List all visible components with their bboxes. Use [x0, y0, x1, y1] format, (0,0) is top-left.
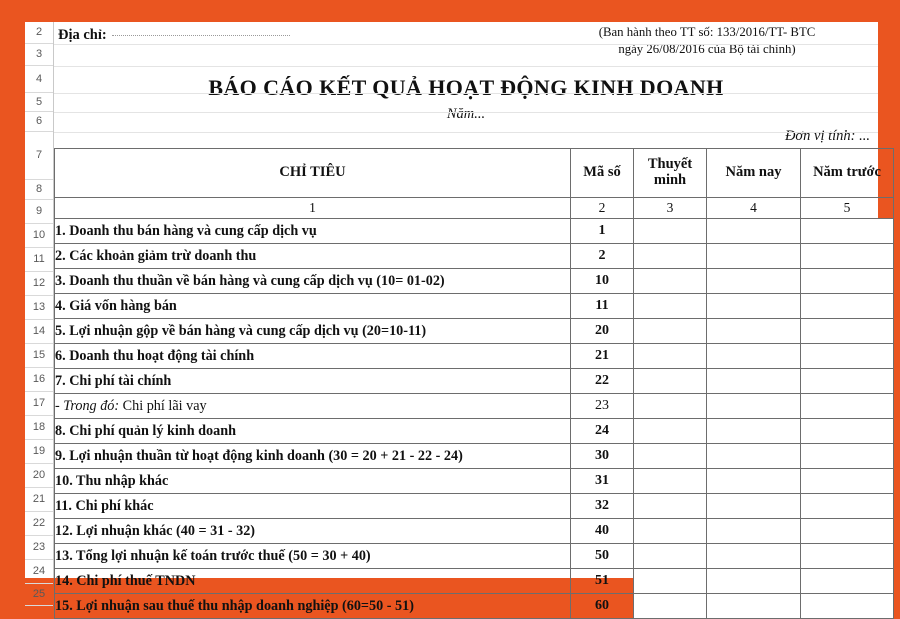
row-current-year-cell[interactable] — [707, 569, 801, 594]
row-number-cell[interactable]: 21 — [25, 488, 53, 512]
row-number-cell[interactable]: 22 — [25, 512, 53, 536]
row-indicator-cell[interactable]: 2. Các khoản giảm trừ doanh thu — [55, 244, 571, 269]
row-number-cell[interactable]: 7 — [25, 132, 53, 180]
row-note-cell[interactable] — [634, 594, 707, 619]
row-current-year-cell[interactable] — [707, 394, 801, 419]
row-current-year-cell[interactable] — [707, 219, 801, 244]
row-note-cell[interactable] — [634, 219, 707, 244]
row-previous-year-cell[interactable] — [801, 369, 894, 394]
row-number-cell[interactable]: 2 — [25, 22, 53, 44]
row-previous-year-cell[interactable] — [801, 294, 894, 319]
address-row — [58, 27, 358, 44]
row-note-cell[interactable] — [634, 394, 707, 419]
row-note-cell[interactable] — [634, 544, 707, 569]
row-indicator-cell[interactable]: 5. Lợi nhuận gộp về bán hàng và cung cấp dịch vụ (20=10-11) — [55, 319, 571, 344]
sheet-grid-line — [54, 112, 878, 113]
row-number-cell[interactable]: 4 — [25, 66, 53, 93]
row-number-gutter — [25, 22, 54, 600]
sheet-grid-line — [54, 132, 878, 133]
row-indicator-cell[interactable]: 7. Chi phí tài chính — [55, 369, 571, 394]
row-code-cell[interactable]: 30 — [571, 444, 634, 469]
row-number-cell[interactable]: 15 — [25, 344, 53, 368]
row-code-cell[interactable]: 20 — [571, 319, 634, 344]
row-indicator-cell[interactable]: 1. Doanh thu bán hàng và cung cấp dịch vụ — [55, 219, 571, 244]
row-current-year-cell[interactable] — [707, 319, 801, 344]
header-code: Mã số — [571, 149, 634, 198]
table-row — [55, 419, 894, 444]
row-note-cell[interactable] — [634, 494, 707, 519]
table-row — [55, 569, 894, 594]
row-indicator-cell[interactable]: 8. Chi phí quản lý kinh doanh — [55, 419, 571, 444]
address-label: Địa chỉ: — [58, 27, 107, 43]
row-current-year-cell[interactable] — [707, 419, 801, 444]
row-previous-year-cell[interactable] — [801, 269, 894, 294]
document-title: BÁO CÁO KẾT QUẢ HOẠT ĐỘNG KINH DOANH — [208, 75, 724, 100]
column-number-row — [55, 198, 894, 219]
header-indicator: CHỈ TIÊU — [55, 149, 571, 198]
row-previous-year-cell[interactable] — [801, 444, 894, 469]
row-code-cell[interactable]: 40 — [571, 519, 634, 544]
header-note: Thuyết minh — [634, 149, 707, 198]
table-row — [55, 394, 894, 419]
row-code-cell[interactable]: 60 — [571, 594, 634, 619]
row-number-cell[interactable]: 12 — [25, 272, 53, 296]
row-previous-year-cell[interactable] — [801, 419, 894, 444]
column-number-2: 2 — [571, 198, 634, 219]
row-previous-year-cell[interactable] — [801, 519, 894, 544]
row-current-year-cell[interactable] — [707, 369, 801, 394]
table-row — [55, 319, 894, 344]
table-row — [55, 244, 894, 269]
row-indicator-cell[interactable]: 6. Doanh thu hoạt động tài chính — [55, 344, 571, 369]
row-indicator-cell[interactable]: 11. Chi phí khác — [55, 494, 571, 519]
row-code-cell[interactable]: 2 — [571, 244, 634, 269]
row-note-cell[interactable] — [634, 569, 707, 594]
row-previous-year-cell[interactable] — [801, 594, 894, 619]
row-indicator-cell[interactable]: 13. Tổng lợi nhuận kế toán trước thuế (50 = 30 + 40) — [55, 544, 571, 569]
column-number-5: 5 — [801, 198, 894, 219]
table-row — [55, 344, 894, 369]
row-number-cell[interactable]: 19 — [25, 440, 53, 464]
row-code-cell[interactable]: 23 — [571, 394, 634, 419]
row-code-cell[interactable]: 11 — [571, 294, 634, 319]
row-number-cell[interactable]: 18 — [25, 416, 53, 440]
row-previous-year-cell[interactable] — [801, 319, 894, 344]
row-number-cell[interactable]: 17 — [25, 392, 53, 416]
row-note-cell[interactable] — [634, 319, 707, 344]
row-current-year-cell[interactable] — [707, 444, 801, 469]
row-previous-year-cell[interactable] — [801, 244, 894, 269]
row-code-cell[interactable]: 51 — [571, 569, 634, 594]
table-row — [55, 219, 894, 244]
row-previous-year-cell[interactable] — [801, 469, 894, 494]
row-number-cell[interactable]: 20 — [25, 464, 53, 488]
table-row — [55, 544, 894, 569]
document-year-label: Năm... — [446, 106, 486, 122]
row-number-cell[interactable]: 14 — [25, 320, 53, 344]
row-previous-year-cell[interactable] — [801, 569, 894, 594]
column-number-3: 3 — [634, 198, 707, 219]
row-indicator-cell[interactable]: 4. Giá vốn hàng bán — [55, 294, 571, 319]
row-previous-year-cell[interactable] — [801, 494, 894, 519]
row-number-cell[interactable]: 23 — [25, 536, 53, 560]
table-row — [55, 594, 894, 619]
issuer-note-line2: ngày 26/08/2016 của Bộ tài chính) — [618, 42, 796, 57]
row-code-cell[interactable]: 50 — [571, 544, 634, 569]
spreadsheet-canvas — [25, 22, 881, 614]
row-current-year-cell[interactable] — [707, 294, 801, 319]
table-row — [55, 494, 894, 519]
row-number-cell[interactable]: 10 — [25, 224, 53, 248]
row-code-cell[interactable]: 31 — [571, 469, 634, 494]
row-current-year-cell[interactable] — [707, 469, 801, 494]
row-note-cell[interactable] — [634, 444, 707, 469]
row-previous-year-cell[interactable] — [801, 219, 894, 244]
issuer-note — [542, 24, 872, 59]
row-code-cell[interactable]: 1 — [571, 219, 634, 244]
address-dotted-line — [112, 35, 290, 36]
row-code-cell[interactable]: 22 — [571, 369, 634, 394]
table-row — [55, 444, 894, 469]
row-indicator-cell[interactable]: - Trong đó: Chi phí lãi vay — [55, 394, 571, 419]
row-note-cell[interactable] — [634, 344, 707, 369]
column-number-4: 4 — [707, 198, 801, 219]
row-indicator-cell[interactable]: 10. Thu nhập khác — [55, 469, 571, 494]
table-row — [55, 294, 894, 319]
header-previous-year: Năm trước — [801, 149, 894, 198]
row-current-year-cell[interactable] — [707, 519, 801, 544]
row-indicator-cell[interactable]: 15. Lợi nhuận sau thuế thu nhập doanh nghiệp (60=50 - 51) — [55, 594, 571, 619]
sheet-grid-line — [54, 66, 878, 67]
row-number-cell[interactable]: 13 — [25, 296, 53, 320]
row-indicator-prefix: - Trong đó: — [55, 397, 120, 414]
table-row — [55, 519, 894, 544]
row-note-cell[interactable] — [634, 269, 707, 294]
row-note-cell[interactable] — [634, 519, 707, 544]
row-previous-year-cell[interactable] — [801, 344, 894, 369]
row-indicator-cell[interactable]: 12. Lợi nhuận khác (40 = 31 - 32) — [55, 519, 571, 544]
sheet-content — [54, 22, 881, 614]
column-number-1: 1 — [55, 198, 571, 219]
row-number-cell[interactable]: 9 — [25, 200, 53, 224]
table-row — [55, 369, 894, 394]
row-indicator-cell[interactable]: 14. Chi phí thuế TNDN — [55, 569, 571, 594]
row-current-year-cell[interactable] — [707, 544, 801, 569]
row-current-year-cell[interactable] — [707, 594, 801, 619]
row-number-cell[interactable]: 25 — [25, 584, 53, 606]
document-unit-label: Đơn vị tính: ... — [784, 128, 870, 144]
row-note-cell[interactable] — [634, 419, 707, 444]
row-current-year-cell[interactable] — [707, 269, 801, 294]
row-code-cell[interactable]: 21 — [571, 344, 634, 369]
sheet-grid-line — [54, 93, 878, 94]
row-current-year-cell[interactable] — [707, 244, 801, 269]
row-previous-year-cell[interactable] — [801, 394, 894, 419]
row-number-cell[interactable]: 11 — [25, 248, 53, 272]
table-row — [55, 269, 894, 294]
row-code-cell[interactable]: 10 — [571, 269, 634, 294]
row-number-cell[interactable]: 3 — [25, 44, 53, 66]
row-code-cell[interactable]: 24 — [571, 419, 634, 444]
table-body — [55, 219, 894, 619]
row-current-year-cell[interactable] — [707, 344, 801, 369]
row-number-cell[interactable]: 8 — [25, 180, 53, 200]
row-note-cell[interactable] — [634, 469, 707, 494]
row-code-cell[interactable]: 32 — [571, 494, 634, 519]
row-number-cell[interactable]: 6 — [25, 112, 53, 132]
sheet-grid-line — [54, 44, 878, 45]
row-note-cell[interactable] — [634, 294, 707, 319]
row-previous-year-cell[interactable] — [801, 544, 894, 569]
income-statement-table — [54, 148, 894, 619]
row-indicator-cell[interactable]: 3. Doanh thu thuần về bán hàng và cung cấp dịch vụ (10= 01-02) — [55, 269, 571, 294]
row-note-cell[interactable] — [634, 244, 707, 269]
issuer-note-line1: (Ban hành theo TT số: 133/2016/TT- BTC — [598, 25, 816, 39]
table-row — [55, 469, 894, 494]
row-note-cell[interactable] — [634, 369, 707, 394]
table-header-row — [55, 149, 894, 198]
header-current-year: Năm nay — [707, 149, 801, 198]
row-number-cell[interactable]: 16 — [25, 368, 53, 392]
row-indicator-cell[interactable]: 9. Lợi nhuận thuần từ hoạt động kinh doanh (30 = 20 + 21 - 22 - 24) — [55, 444, 571, 469]
row-number-cell[interactable]: 5 — [25, 93, 53, 112]
row-number-cell[interactable]: 24 — [25, 560, 53, 584]
row-current-year-cell[interactable] — [707, 494, 801, 519]
